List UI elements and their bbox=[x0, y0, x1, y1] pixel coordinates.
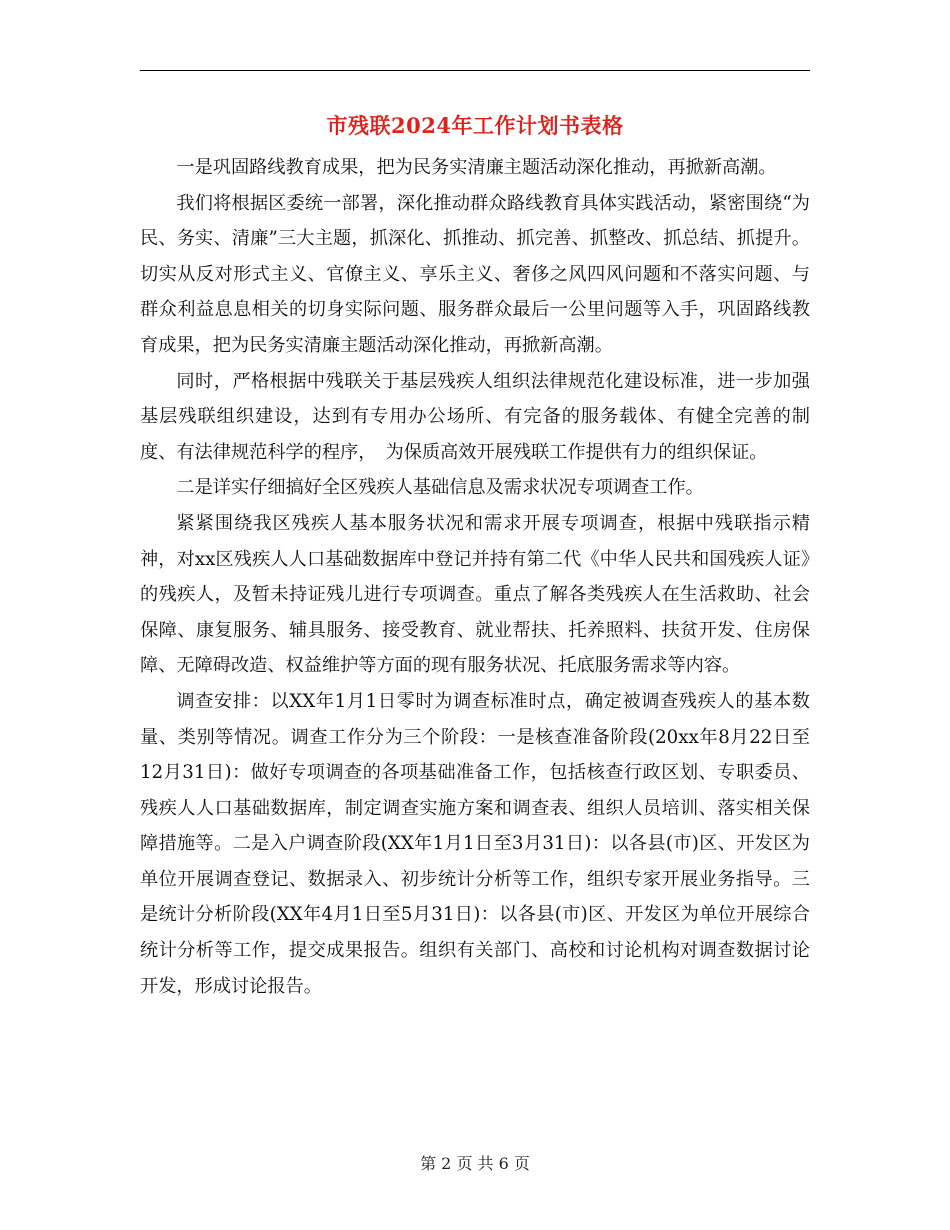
paragraph-2: 我们将根据区委统一部署，深化推动群众路线教育具体实践活动，紧密围绕“为民、务实、清廉”三大主题，抓深化、抓推动、抓完善、抓整改、抓总结、抓提升。切实从反对形式主义、官僚主义、享乐主义、奢侈之风四风问题和不落实问题、与群众利益息息相关的切身实际问题、服务群众最后一公里问题等入手，巩固路线教育成果，把为民务实清廉主题活动深化推动，再掀新高潮。 bbox=[140, 192, 810, 356]
paragraph-3: 同时，严格根据中残联关于基层残疾人组织法律规范化建设标准，进一步加强基层残联组织建设，达到有专用办公场所、有完备的服务载体、有健全完善的制度、有法律规范科学的程序， 为保质高效开展残联工作提供有力的组织保证。 bbox=[140, 370, 810, 463]
paragraph-6: 调查安排：以XX年1月1日零时为调查标准时点，确定被调查残疾人的基本数量、类别等情况。调查工作分为三个阶段：一是核查准备阶段(20xx年8月22日至12月31日)：做好专项调查的各项基础准备工作，包括核查行政区划、专职委员、残疾人人口基础数据库，制定调查实施方案和调查表、组织人员培训、落实相关保障措施等。二是入户调查阶段(XX年1月1日至3月31日)：以各县(市)区、开发区为单位开展调查登记、数据录入、初步统计分析等工作，组织专家开展业务指导。三是统计分析阶段(XX年4月1日至5月31日)：以各县(市)区、开发区为单位开展综合统计分析等工作，提交成果报告。组织有关部门、高校和讨论机构对调查数据讨论开发，形成讨论报告。 bbox=[140, 690, 810, 997]
paragraph-4: 二是详实仔细搞好全区残疾人基础信息及需求状况专项调查工作。 bbox=[176, 477, 704, 499]
page-number-footer: 第 2 页 共 6 页 bbox=[420, 1154, 530, 1173]
paragraph-1: 一是巩固路线教育成果，把为民务实清廉主题活动深化推动，再掀新高潮。 bbox=[176, 157, 777, 178]
document-title: 市残联2024年工作计划书表格 bbox=[326, 113, 624, 138]
paragraph-5: 紧紧围绕我区残疾人基本服务状况和需求开展专项调查，根据中残联指示精神，对xx区残疾人人口基础数据库中登记并持有第二代《中华人民共和国残疾人证》的残疾人，及暂未持证残儿进行专项调查。重点了解各类残疾人在生活救助、社会保障、康复服务、辅具服务、接受教育、就业帮扶、托养照料、扶贫开发、住房保障、无障碍改造、权益维护等方面的现有服务状况、托底服务需求等内容。 bbox=[140, 512, 810, 677]
document-body bbox=[140, 150, 810, 1004]
header-rule bbox=[140, 70, 810, 71]
